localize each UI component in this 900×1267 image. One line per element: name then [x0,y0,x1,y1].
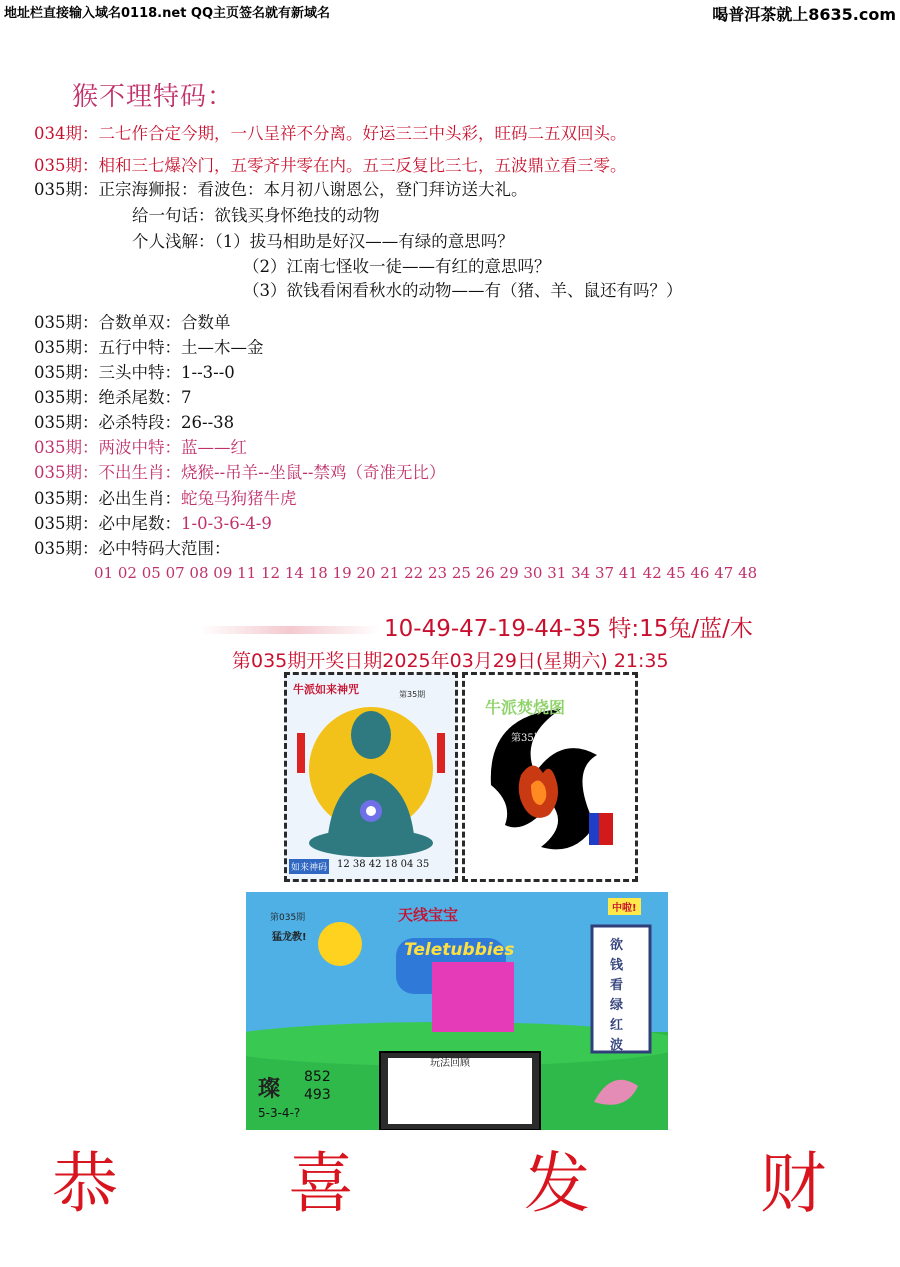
period-label: 035期： [34,363,99,382]
top-banner-right: 喝普洱茶就上8635.com [712,5,896,24]
hit-badge: 中啦! [608,898,641,915]
prediction-value: 1-0-3-6-4-9 [181,514,272,533]
poem-line-034 [34,120,627,144]
prediction-row [34,409,234,433]
teletubbies-period: 第035期 [270,913,306,923]
buddha-title: 牛派如来神咒 [293,683,359,696]
burning-title: 牛派焚烧图 [485,698,566,717]
review-table-title: 玩法回顾 [430,1058,470,1069]
burning-period: 第35期 [511,733,544,744]
side-hint: 欲钱看绿红波 [610,938,624,1053]
page-title: 猴不理特码： [72,82,235,112]
blurred-text [200,626,380,634]
period-label: 035期： [34,413,99,432]
blessing-char: 喜 [288,1145,354,1222]
poem-text: 二七作合定今期，一八呈祥不分离。好运三三中头彩，旺码二五双回头。 [98,124,627,143]
draw-result: 10-49-47-19-44-35 特:15兔/蓝/木 [384,616,753,642]
prediction-value: 土—木—金 [181,338,264,357]
buddha-period: 第35期 [399,690,426,699]
period-label: 035期： [34,514,99,533]
special-number-range: 01 02 05 07 08 09 11 12 14 18 19 20 21 22 23 25 26 29 30 31 34 37 41 42 45 46 47 48 [94,564,758,582]
blessing-char: 财 [760,1145,826,1222]
period-label: 035期： [34,463,99,482]
prediction-value: 蓝——红 [181,438,247,457]
prediction-row [34,334,264,358]
sealion-line [34,176,528,200]
code-sequence: 5-3-4-? [258,1106,301,1120]
prediction-row [34,535,231,559]
buddha-numbers: 12 38 42 18 04 35 [337,859,430,870]
poem-text: 相和三七爆冷门，五零齐井零在内。五三反复比三七，五波鼎立看三零。 [98,156,627,175]
blessing-char: 恭 [52,1145,118,1222]
teletubbies-title: 天线宝宝 [398,906,459,924]
interpretation-2: （2）江南七怪收一徒——有红的意思吗？ [243,257,551,276]
poem-line-035 [34,152,627,176]
interpretation-1: 个人浅解：（1）拔马相助是好汉——有绿的意思吗？ [132,232,514,251]
period-label: 035期： [34,388,99,407]
period-label: 035期： [34,438,99,457]
left-label: 猛龙教! [272,932,307,943]
prediction-value: 蛇兔马狗猪牛虎 [181,489,297,508]
period-label: 035期： [34,313,99,332]
prediction-value: 7 [181,388,192,407]
period-label: 034期： [34,124,99,143]
prediction-row [34,485,297,509]
prediction-value: 26--38 [181,413,235,432]
prediction-row [34,434,247,458]
interpretation-3: （3）欲钱看闲看秋水的动物——有（猪、羊、鼠还有吗？） [243,281,683,300]
top-banner-left: 地址栏直接输入域名0118.net QQ主页签名就有新域名 [4,6,331,21]
prediction-label: 合数单双： [98,313,181,332]
prediction-value: 烧猴--吊羊--坐鼠--禁鸡（奇准无比） [181,463,446,482]
buddha-illustration [287,675,455,879]
burning-chart-image [462,672,638,882]
prediction-row [34,459,445,483]
sealion-text: 正宗海狮报：看波色：本月初八谢恩公，登门拜访送大礼。 [98,180,528,199]
prediction-row [34,384,192,408]
prediction-label: 必出生肖： [98,489,181,508]
prediction-label: 三头中特： [98,363,181,382]
period-label: 035期： [34,180,99,199]
prediction-label: 绝杀尾数： [98,388,181,407]
period-label: 035期： [34,489,99,508]
prediction-label: 五行中特： [98,338,181,357]
code-char: 璨 [258,1076,281,1102]
prediction-row [34,359,235,383]
teletubbies-brand: Teletubbies [404,940,515,960]
period-label: 035期： [34,338,99,357]
prediction-value: 1--3--0 [181,363,235,382]
prediction-label: 两波中特： [98,438,181,457]
teletubbies-chart-image [246,892,668,1130]
prediction-label: 必杀特段： [98,413,181,432]
gift-sentence: 给一句话：欲钱买身怀绝技的动物 [132,206,380,225]
buddha-chart-image [284,672,458,882]
prediction-label: 必中特码大范围： [98,539,231,558]
prediction-label: 不出生肖： [98,463,181,482]
draw-date: 第035期开奖日期2025年03月29日(星期六) 21:35 [232,650,669,672]
buddha-numbers-label: 如来神码 [289,859,329,874]
prediction-label: 必中尾数： [98,514,181,533]
blessing-char: 发 [524,1145,590,1222]
period-label: 035期： [34,539,99,558]
period-label: 035期： [34,156,99,175]
prediction-row [34,309,231,333]
code-digits: 852 493 [304,1069,331,1103]
prediction-row [34,510,272,534]
prediction-value: 合数单 [181,313,231,332]
